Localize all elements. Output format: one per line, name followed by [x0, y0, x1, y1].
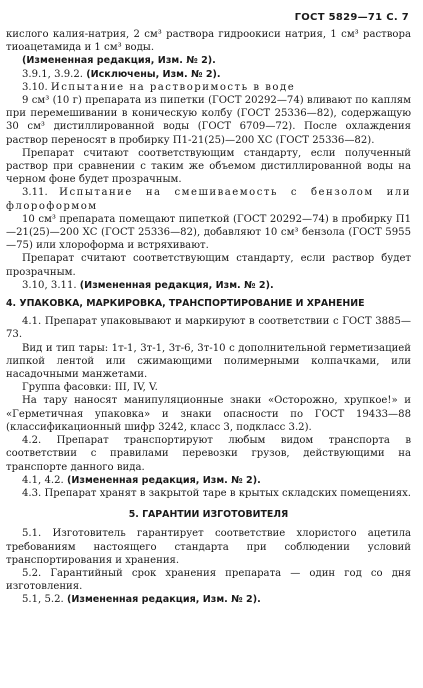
paragraph: кислого калия-натрия, 2 см³ раствора гидроокиси натрия, 1 см³ раствора тиоацетамида и 1 см³ воды.	[6, 29, 411, 54]
paragraph	[6, 68, 411, 81]
amendment-note: (Измененная редакция, Изм. № 2).	[79, 279, 274, 291]
paragraph	[6, 279, 411, 292]
test-title: Испытание на смешиваемость с бензолом или флороформом	[6, 187, 411, 212]
paragraph: Группа фасовки: III, IV, V.	[22, 382, 158, 394]
paragraph	[6, 186, 411, 212]
running-header: ГОСТ 5829—71 С. 7	[294, 12, 409, 23]
paragraph: На тару наносят манипуляционные знаки «Осторожно, хрупкое!» и «Герметичная упаковка» и знаки опасности по ГОСТ 19433—88 (классификационный шифр 3242, класс 3, подкласс 3.2).	[6, 395, 411, 433]
section-heading: 4. УПАКОВКА, МАРКИРОВКА, ТРАНСПОРТИРОВАНИЕ И ХРАНЕНИЕ	[6, 298, 365, 310]
clause-number: 3.10.	[22, 81, 51, 93]
body-text	[6, 28, 411, 607]
paragraph: 4.1. Препарат упаковывают и маркируют в соответствии с ГОСТ 3885—73.	[6, 316, 411, 341]
clause-number: 3.10, 3.11.	[22, 279, 80, 291]
amendment-note: (Измененная редакция, Изм. № 2).	[66, 594, 261, 606]
paragraph: 5.2. Гарантийный срок хранения препарата — один год со дня изготовления.	[6, 567, 411, 593]
paragraph: 5.1. Изготовитель гарантирует соответствие хлористого ацетила требованиям настоящего стандарта при соблюдении условий транспортирования и хранения.	[6, 528, 411, 566]
clause-number: 4.1, 4.2.	[22, 474, 67, 486]
paragraph: 4.3. Препарат хранят в закрытой таре в крытых складских помещениях.	[22, 487, 411, 499]
paragraph: Вид и тип тары: 1т-1, 3т-1, 3т-6, 3т-10 с дополнительной герметизацией липкой лентой или сжимающими полимерными колпачками, или насадочными манжетами.	[6, 342, 411, 381]
amendment-note: (Измененная редакция, Изм. № 2).	[22, 55, 216, 67]
clause-number: 5.1, 5.2.	[22, 594, 67, 606]
clause-number: 3.11.	[22, 187, 60, 199]
amendment-note: (Измененная редакция, Изм. № 2).	[66, 474, 261, 486]
amendment-note: (Исключены, Изм. № 2).	[86, 68, 221, 80]
paragraph: 10 см³ препарата помещают пипеткой (ГОСТ 20292—74) в пробирку П1—21(25)—200 ХС (ГОСТ 25336—82), добавляют 10 см³ бензола (ГОСТ 5955—75) или хлороформа и встряхивают.	[6, 213, 411, 252]
paragraph: Препарат считают соответствующим стандарту, если полученный раствор при сравнении с таким же объемом дистиллированной воды на черном фоне будет прозрачным.	[6, 147, 411, 186]
paragraph	[6, 81, 411, 94]
test-title: Испытание на растворимость в воде	[50, 81, 296, 93]
clause-number: 3.9.1, 3.9.2.	[22, 68, 87, 80]
paragraph: 9 см³ (10 г) препарата из пипетки (ГОСТ 20292—74) вливают по каплям при перемешивании в коническую колбу (ГОСТ 25336—82), содержащую 30 см³ дистиллированной воды (ГОСТ 6709—72). После охлаждения раствор переносят в пробирку П1-21(25)—200 ХС (ГОСТ 25336—82).	[6, 95, 411, 146]
paragraph: 4.2. Препарат транспортируют любым видом транспорта в соответствии с правилами перевозки грузов, действующими на транспорте данного вида.	[6, 435, 411, 473]
paragraph	[6, 593, 411, 606]
section-heading: 5. ГАРАНТИИ ИЗГОТОВИТЕЛЯ	[128, 509, 289, 521]
paragraph	[6, 474, 411, 487]
paragraph: Препарат считают соответствующим стандарту, если раствор будет прозрачным.	[6, 253, 411, 278]
